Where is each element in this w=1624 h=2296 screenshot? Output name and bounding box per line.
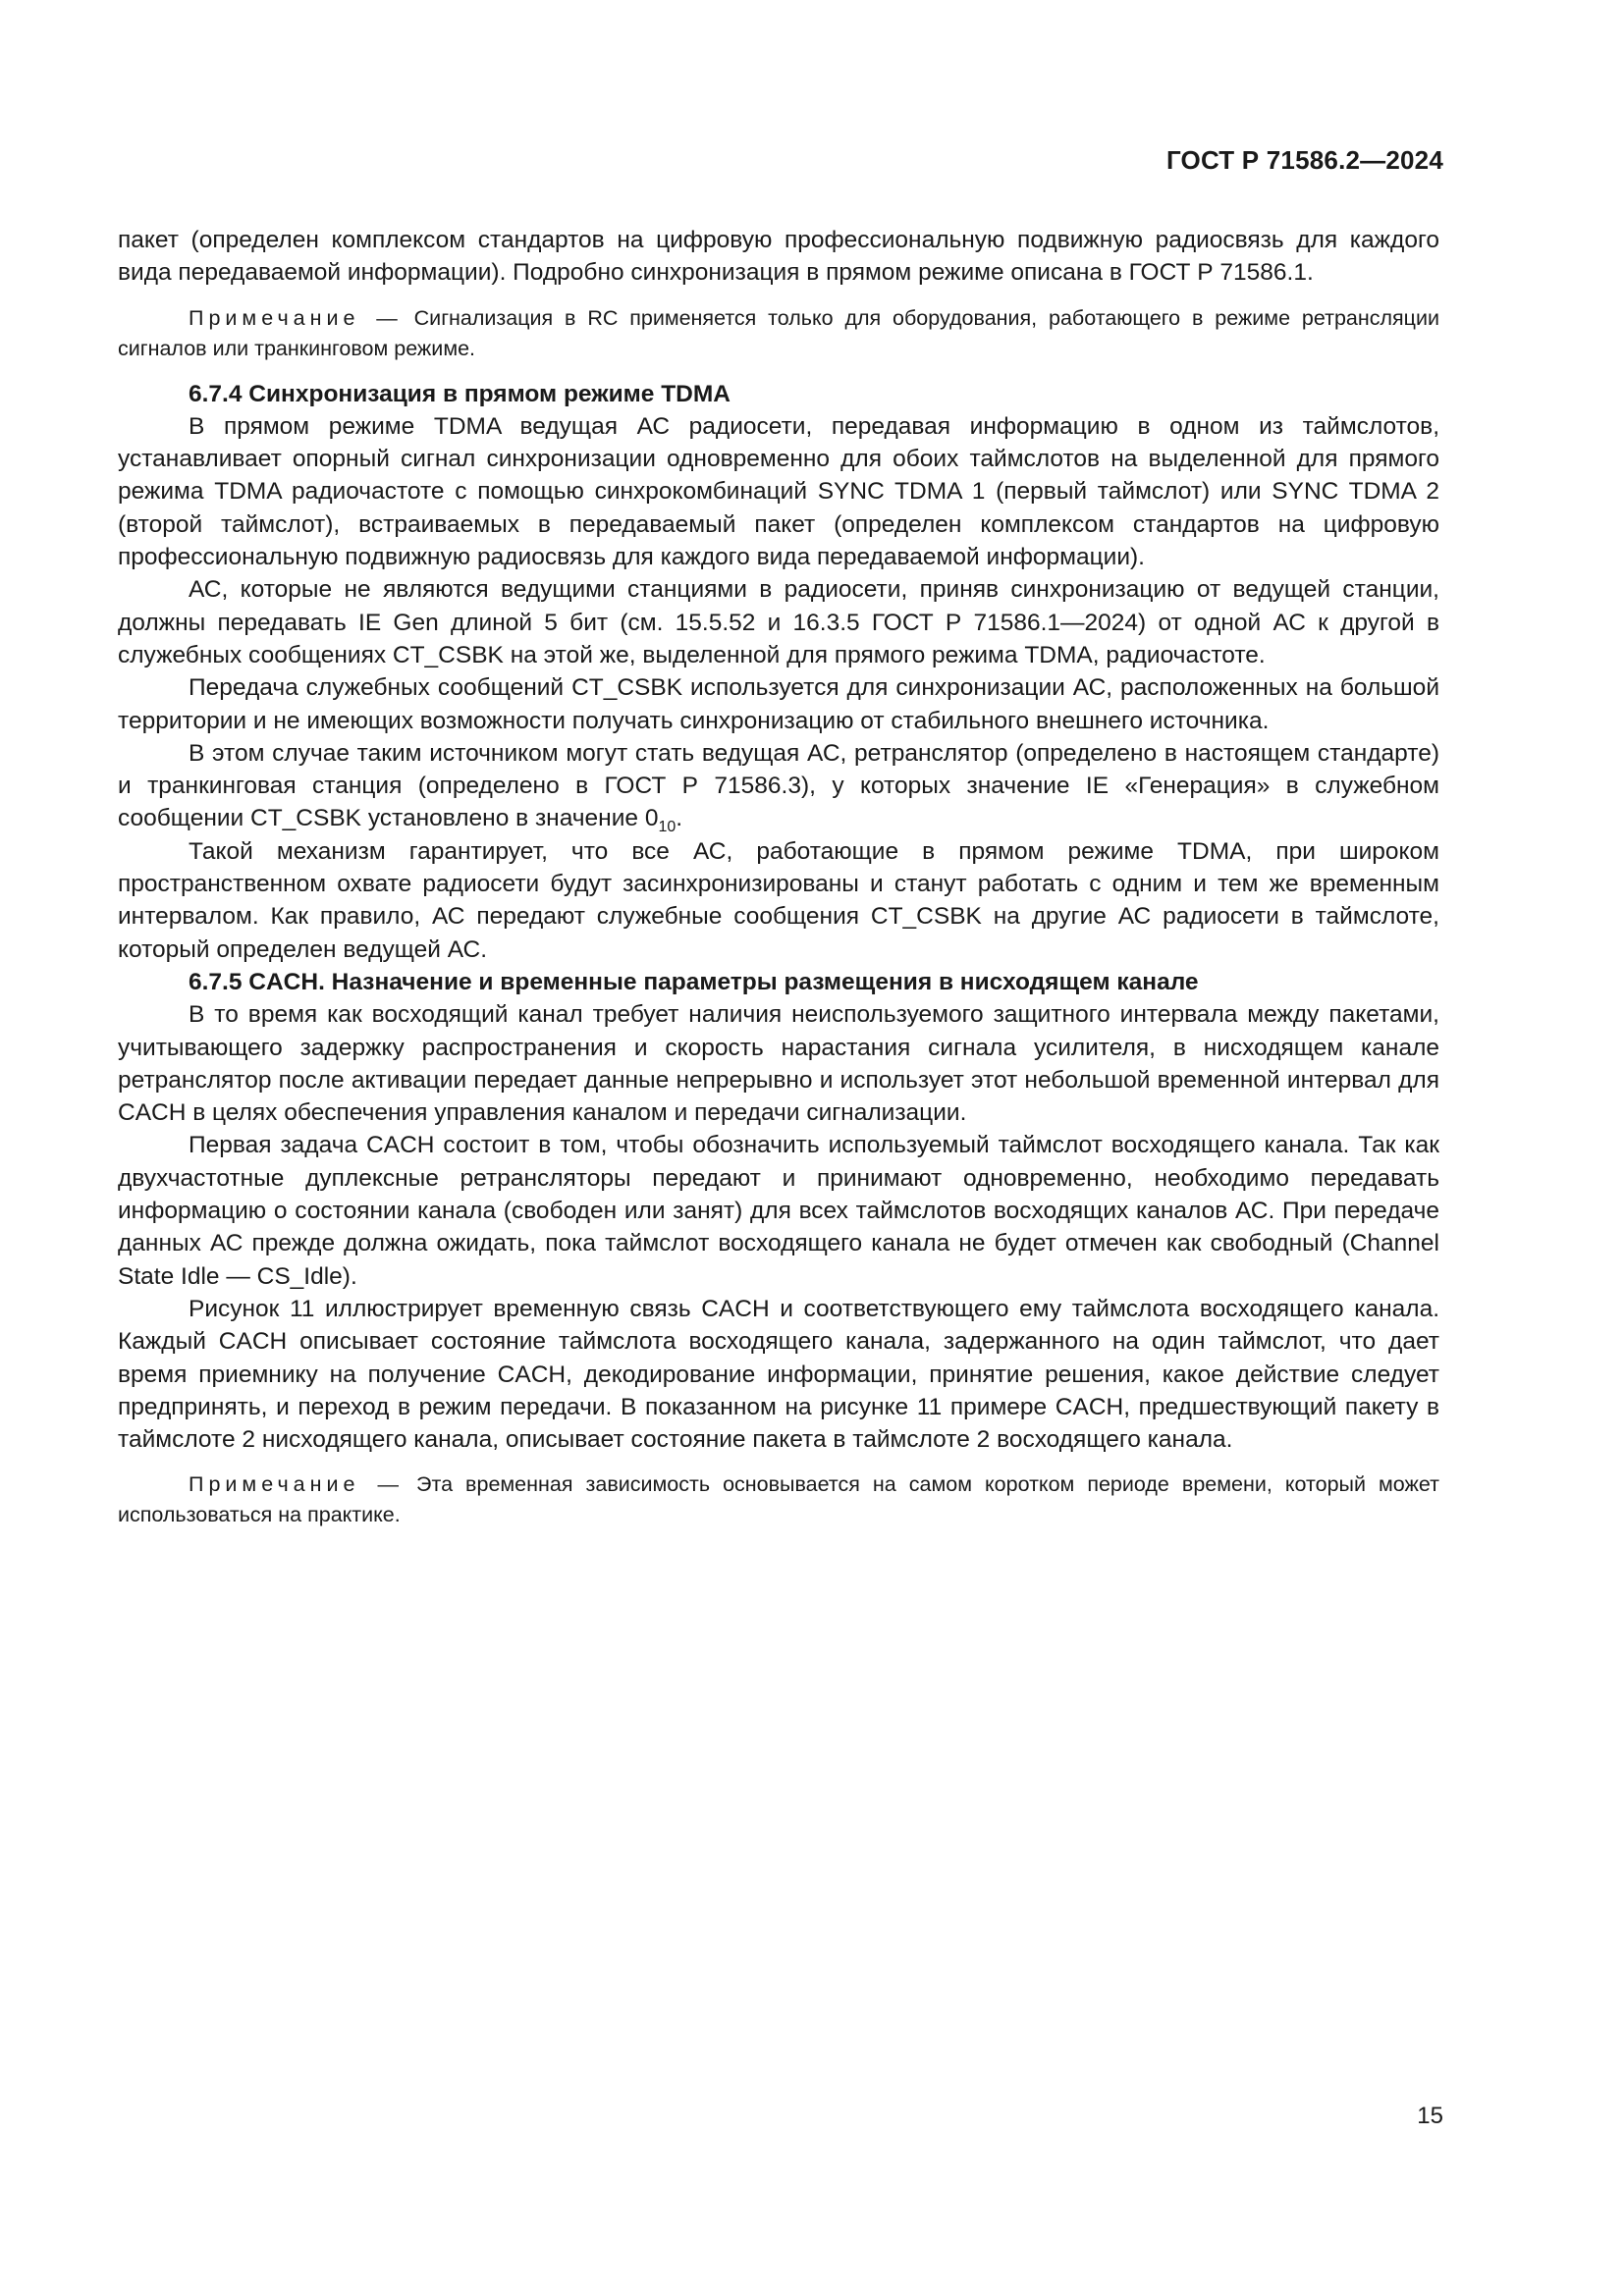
note-text: Эта временная зависимость основывается на самом коротком периоде времени, который может использоваться на практике. [118,1472,1439,1527]
paragraph: Рисунок 11 иллюстрирует временную связь CACH и соответствующего ему таймслота восходящего канала. Каждый CACH описывает состояние таймслота восходящего канала, задержанного на один таймслот, что дает время приемнику на получение CACH, декодирование информации, принятие решения, какое действие следует предпринять, и переход в режим передачи. В показанном на рисунке 11 примере CACH, предшествующий пакету в таймслоте 2 нисходящего канала, описывает состояние пакета в таймслоте 2 восходящего канала. [118,1295,1439,1454]
page-number: 15 [1417,2103,1443,2129]
section-heading-6-7-4: 6.7.4 Синхронизация в прямом режиме TDMA [189,380,731,407]
subscript: 10 [658,819,677,836]
document-id: ГОСТ Р 71586.2—2024 [1165,145,1443,175]
paragraph: Передача служебных сообщений CT_CSBK используется для синхронизации АС, расположенных на большой территории и не имеющих возможности получать синхронизацию от стабильного внешнего источника. [118,674,1439,734]
note-text: Сигнализация в RC применяется только для оборудования, работающего в режиме ретрансляции сигналов или транкинговом режиме. [118,305,1439,360]
paragraph: Такой механизм гарантирует, что все АС, работающие в прямом режиме TDMA, при широком пространственном охвате радиосети будут засинхронизированы и станут работать с одним и тем же временным интервалом. Как правило, АС передают служебные сообщения CT_CSBK на другие АС радиосети в таймслоте, который определен ведущей АС. [118,837,1439,963]
paragraph [118,737,1439,835]
note [118,1469,1439,1530]
paragraph: В то время как восходящий канал требует наличия неиспользуемого защитного интервала между пакетами, учитывающего задержку распространения и скорость нарастания сигнала усилителя, в нисходящем канале ретранслятор после активации передает данные непрерывно и использует этот небольшой временной интервал для CACH в целях обеспечения управления каналом и передачи сигнализации. [118,1001,1439,1127]
note-label: Примечание — [189,305,403,330]
paragraph: пакет (определен комплексом стандартов на цифровую профессиональную подвижную радиосвязь для каждого вида передаваемой информации). Подробно синхронизация в прямом режиме описана в ГОСТ Р 71586.1. [118,227,1439,287]
note [118,303,1439,364]
paragraph: АС, которые не являются ведущими станциями в радиосети, приняв синхронизацию от ведущей станции, должны передавать IE Gen длиной 5 бит (см. 15.5.52 и 16.3.5 ГОСТ Р 71586.1—2024) от одной АС к другой в служебных сообщениях CT_CSBK на этой же, выделенной для прямого режима TDMA, радиочастоте. [118,576,1439,668]
paragraph-end: . [676,805,683,832]
paragraph: В прямом режиме TDMA ведущая АС радиосети, передавая информацию в одном из таймслотов, устанавливает опорный сигнал синхронизации одновременно для обоих таймслотов на выделенной для прямого режима TDMA радиочастоте с помощью синхрокомбинаций SYNC TDMA 1 (первый таймслот) или SYNC TDMA 2 (второй таймслот), встраиваемых в передаваемый пакет (определен комплексом стандартов на цифровую профессиональную подвижную радиосвязь для каждого вида передаваемой информации). [118,412,1439,571]
note-label: Примечание — [189,1472,404,1497]
section-heading-6-7-5: 6.7.5 CACH. Назначение и временные параметры размещения в нисходящем канале [189,968,1199,995]
paragraph: Первая задача CACH состоит в том, чтобы обозначить используемый таймслот восходящего канала. Так как двухчастотные дуплексные ретрансляторы передают и принимают одновременно, необходимо передавать информацию о состоянии канала (свободен или занят) для всех таймслотов восходящих каналов АС. При передаче данных АС прежде должна ожидать, пока таймслот восходящего канала не будет отмечен как свободный (Channel State Idle — CS_Idle). [118,1132,1439,1290]
page-body [118,224,1439,1544]
paragraph-text: В этом случае таким источником могут стать ведущая АС, ретранслятор (определено в настоящем стандарте) и транкинговая станция (определено в ГОСТ Р 71586.3), у которых значение IE «Генерация» в служебном сообщении CT_CSBK установлено в значение 0 [118,739,1439,832]
